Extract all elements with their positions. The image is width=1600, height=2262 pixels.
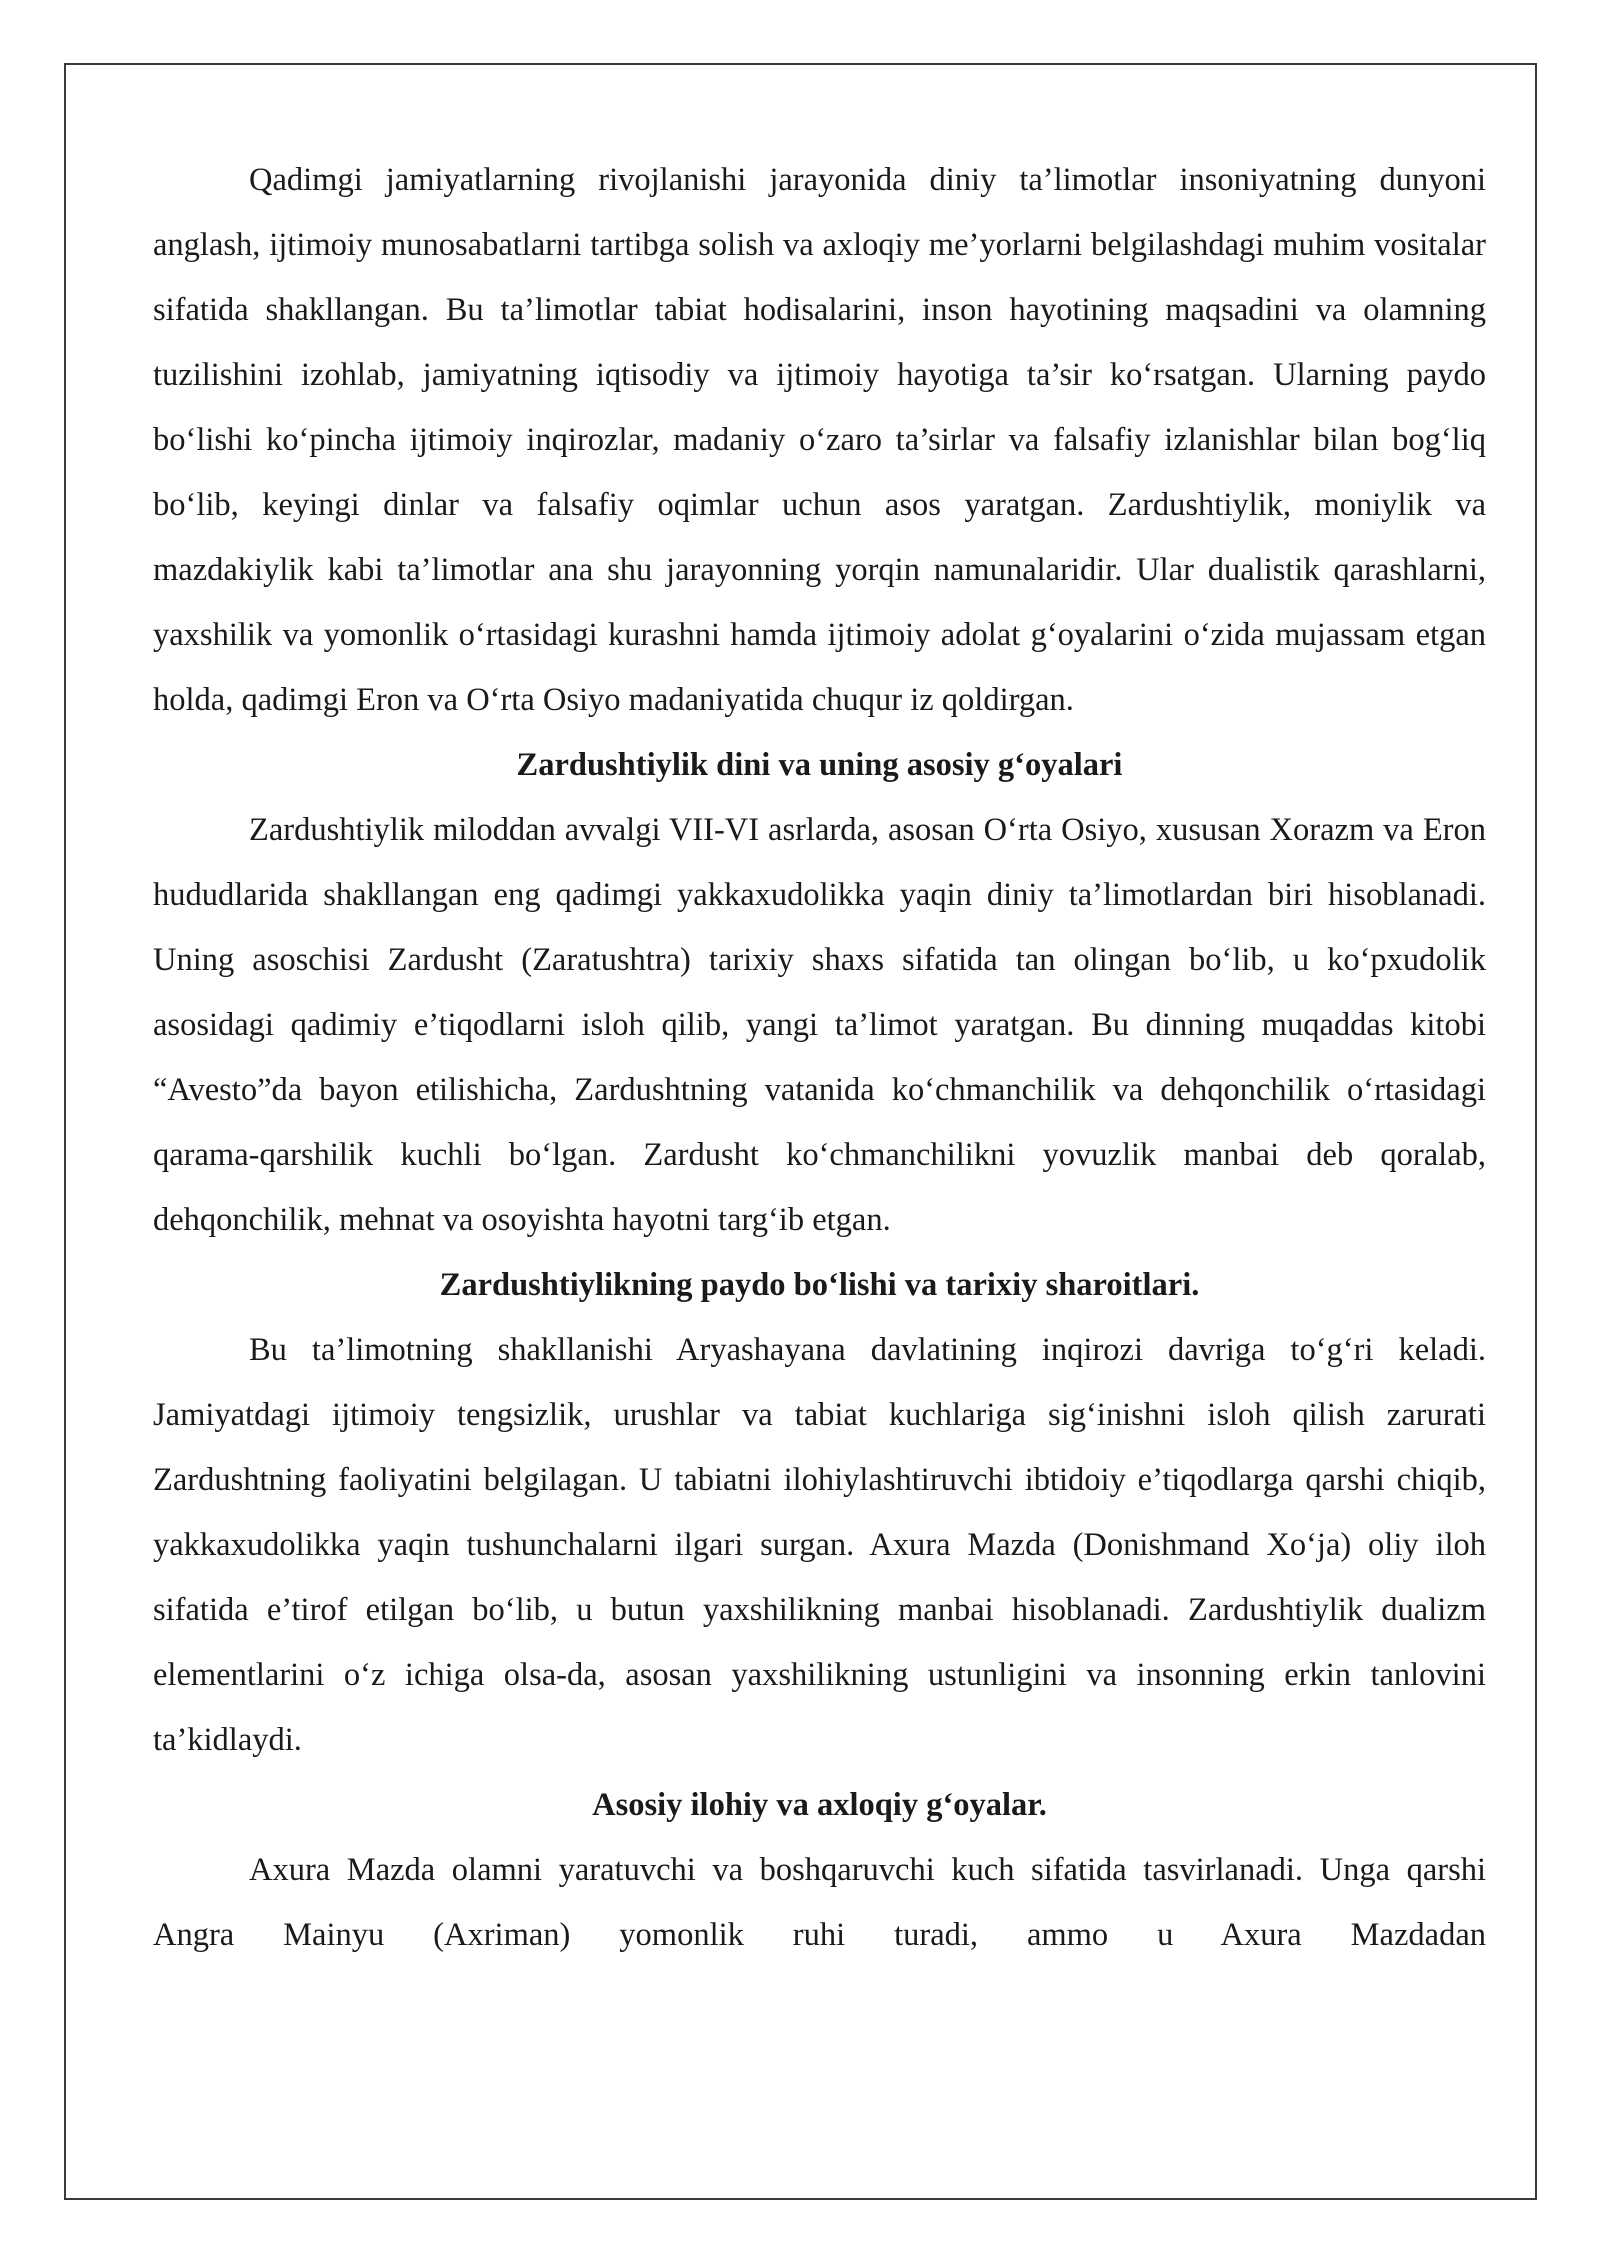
paragraph-ahura-mazda: Axura Mazda olamni yaratuvchi va boshqaruvchi kuch sifatida tasvirlanadi. Unga qarshi Angra Mainyu (Axriman) yomonlik ruhi turadi, ammo u Axura Mazdadan [153, 1852, 1486, 1953]
heading-historical-conditions: Zardushtiylikning paydo bo‘lishi va tarixiy sharoitlari. [439, 1267, 1200, 1303]
heading-divine-moral-ideas: Asosiy ilohiy va axloqiy g‘oyalar. [592, 1787, 1047, 1823]
paragraph-zoroastrianism-origins: Zardushtiylik miloddan avvalgi VII-VI asrlarda, asosan O‘rta Osiyo, xususan Xorazm va Eron hududlarida shakllangan eng qadimgi yakkaxudolikka yaqin diniy ta’limotlardan biri hisoblanadi. Uning asoschisi Zardusht (Zaratushtra) tarixiy shaxs sifatida tan olingan bo‘lib, u ko‘pxudolik asosidagi qadimiy e’tiqodlarni isloh qilib, yangi ta’limot yaratgan. Bu dinning muqaddas kitobi “Avesto”da bayon etilishicha, Zardushtning vatanida ko‘chmanchilik va dehqonchilik o‘rtasidagi qarama-qarshilik kuchli bo‘lgan. Zardusht ko‘chmanchilikni yovuzlik manbai deb qoralab, dehqonchilik, mehnat va osoyishta hayotni targ‘ib etgan. [153, 812, 1486, 1238]
document-body [153, 148, 1486, 1968]
paragraph-intro: Qadimgi jamiyatlarning rivojlanishi jarayonida diniy ta’limotlar insoniyatning dunyoni anglash, ijtimoiy munosabatlarni tartibga solish va axloqiy me’yorlarni belgilashdagi muhim vositalar sifatida shakllangan. Bu ta’limotlar tabiat hodisalarini, inson hayotining maqsadini va olamning tuzilishini izohlab, jamiyatning iqtisodiy va ijtimoiy hayotiga ta’sir ko‘rsatgan. Ularning paydo bo‘lishi ko‘pincha ijtimoiy inqirozlar, madaniy o‘zaro ta’sirlar va falsafiy izlanishlar bilan bog‘liq bo‘lib, keyingi dinlar va falsafiy oqimlar uchun asos yaratgan. Zardushtiylik, moniylik va mazdakiylik kabi ta’limotlar ana shu jarayonning yorqin namunalaridir. Ular dualistik qarashlarni, yaxshilik va yomonlik o‘rtasidagi kurashni hamda ijtimoiy adolat g‘oyalarini o‘zida mujassam etgan holda, qadimgi Eron va O‘rta Osiyo madaniyatida chuqur iz qoldirgan. [153, 162, 1486, 718]
heading-zoroastrianism-main-ideas: Zardushtiylik dini va uning asosiy g‘oyalari [516, 747, 1123, 783]
paragraph-historical-conditions: Bu ta’limotning shakllanishi Aryashayana davlatining inqirozi davriga to‘g‘ri keladi. Jamiyatdagi ijtimoiy tengsizlik, urushlar va tabiat kuchlariga sig‘inishni isloh qilish zarurati Zardushtning faoliyatini belgilagan. U tabiatni ilohiylashtiruvchi ibtidoiy e’tiqodlarga qarshi chiqib, yakkaxudolikka yaqin tushunchalarni ilgari surgan. Axura Mazda (Donishmand Xo‘ja) oliy iloh sifatida e’tirof etilgan bo‘lib, u butun yaxshilikning manbai hisoblanadi. Zardushtiylik dualizm elementlarini o‘z ichiga olsa-da, asosan yaxshilikning ustunligini va insonning erkin tanlovini ta’kidlaydi. [153, 1332, 1486, 1758]
